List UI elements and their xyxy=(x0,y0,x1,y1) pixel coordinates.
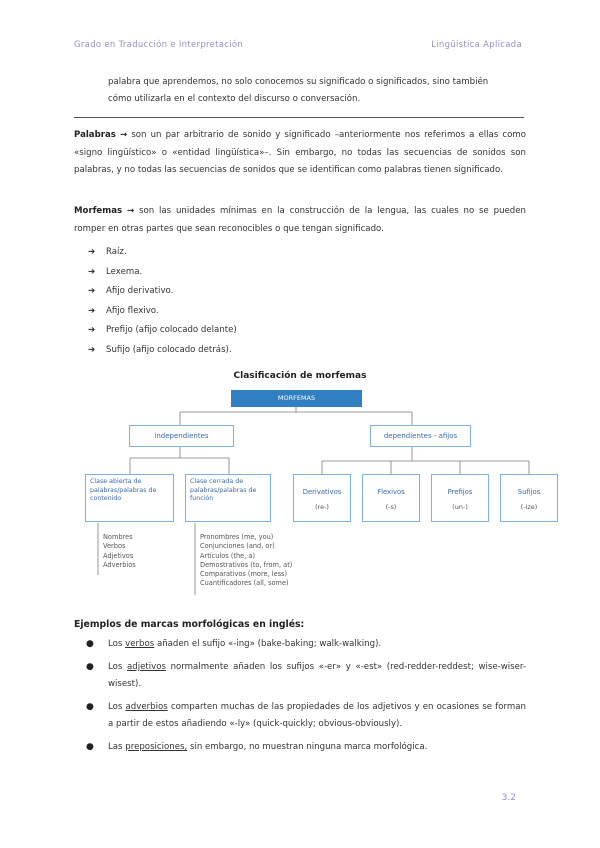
affix-label: Derivativos xyxy=(302,488,342,496)
palabras-text: son un par arbitrario de sonido y significado –anteriormente nos referimos a ellas como «signo lingüístico» o «entidad lingüística»–. Sin embargo, no todas las secuencias de sonidos son palabras, y no todas las secuencias de sonidos que se identifican como palabras tienen significado. xyxy=(74,130,526,175)
independientes-node: independientes xyxy=(129,425,234,447)
list-item xyxy=(86,739,526,756)
text-span: comparten muchas de las propiedades de los adjetivos y en ocasiones se forman a partir de estos añadiendo «-ly» (quick-quickly; obvious-obviously). xyxy=(108,702,526,729)
text-span: añaden el sufijo «-ing» (bake-baking; walk-walking). xyxy=(154,639,382,649)
text-span: Los xyxy=(108,662,127,672)
list-item: Conjunciones (and, or) xyxy=(200,542,275,551)
underlined-term: verbos xyxy=(125,639,155,649)
text-span: sin embargo, no muestran ninguna marca morfológica. xyxy=(187,742,428,752)
arrow-icon: ➔ xyxy=(88,247,96,257)
ejemplos-title: Ejemplos de marcas morfológicas en inglés: xyxy=(74,619,305,630)
text-span: Los xyxy=(108,702,126,712)
list-item: Nombres xyxy=(103,533,133,541)
bullet-icon: ● xyxy=(86,662,94,672)
dependientes-node: dependientes - afijos xyxy=(370,425,471,447)
arrow-icon: ➔ xyxy=(88,344,96,355)
text-span: Los xyxy=(108,639,126,649)
page-number: 3.2 xyxy=(501,793,516,803)
underlined-term: preposiciones, xyxy=(125,742,188,752)
list-item: Adjetivos xyxy=(103,551,134,560)
underlined-term: adverbios xyxy=(125,702,168,712)
clase-abierta-node: Clase abierta de palabras/palabras de contenido xyxy=(85,474,174,522)
bullet-icon: ● xyxy=(86,639,94,649)
closed-class-list xyxy=(200,533,292,589)
underlined-term: adjetivos xyxy=(127,662,166,672)
list-item: Comparativos (more, less) xyxy=(200,570,288,579)
header-subject: Lingüística Aplicada xyxy=(431,40,522,50)
derivativos-node xyxy=(293,474,351,522)
morfemas-text: son las unidades mínimas en la construcción de la lengua, las cuales no se pueden romper en otras partes que sean reconocibles o que tengan significado. xyxy=(74,206,526,234)
bullet-icon: ● xyxy=(86,702,94,712)
sufijos-node xyxy=(500,474,558,522)
list-item: Verbos xyxy=(103,542,126,551)
list-item xyxy=(86,699,526,733)
arrow-icon: ➔ xyxy=(88,325,96,335)
list-item: Pronombres (me, you) xyxy=(200,533,274,541)
prefijos-node xyxy=(431,474,489,522)
list-item-text: Afijo flexivo. xyxy=(106,305,159,316)
clase-cerrada-node: Clase cerrada de palabras/palabras de función xyxy=(185,474,271,522)
list-item: Artículos (the, a) xyxy=(200,551,256,560)
intro-line: palabra que aprendemos, no solo conocemos su significado o significados, sino también xyxy=(108,77,489,87)
root-morfemas-node: MORFEMAS xyxy=(231,390,362,407)
text-span: Las xyxy=(108,742,126,752)
text-span: normalmente añaden los sufijos «-er» y «-est» (red-redder-reddest; wise-wiser-wisest). xyxy=(108,662,526,689)
list-item-text: Raíz. xyxy=(106,247,127,257)
palabras-term: Palabras xyxy=(74,130,116,140)
list-item-text: Prefijo (afijo colocado delante) xyxy=(106,325,237,335)
diagram-title: Clasificación de morfemas xyxy=(233,371,367,381)
affix-example: (un-) xyxy=(452,503,468,511)
ejemplos-list xyxy=(86,636,526,762)
arrow-icon: ➔ xyxy=(88,286,96,296)
affix-example: (re-) xyxy=(315,503,329,511)
morfemas-term: Morfemas xyxy=(74,206,123,216)
list-item-text: Sufijo (afijo colocado detrás). xyxy=(106,344,232,355)
affix-example: (-s) xyxy=(385,503,397,511)
flexivos-node xyxy=(362,474,420,522)
affix-label: Prefijos xyxy=(447,488,473,496)
intro-line: cómo utilizarla en el contexto del discurso o conversación. xyxy=(108,94,361,104)
affix-example: (-ize) xyxy=(520,503,538,511)
open-class-list xyxy=(103,533,136,570)
list-item: Cuantificadores (all, some) xyxy=(200,579,289,588)
right-arrow-icon: → xyxy=(120,130,128,140)
arrow-icon: ➔ xyxy=(88,305,96,316)
list-item xyxy=(86,636,526,653)
list-item-text: Lexema. xyxy=(106,266,143,277)
list-item-text: Afijo derivativo. xyxy=(106,286,174,296)
right-arrow-icon: → xyxy=(126,206,135,216)
affix-label: Flexivos xyxy=(377,488,405,496)
bullet-icon: ● xyxy=(86,742,94,752)
affix-label: Sufijos xyxy=(517,488,541,496)
list-item: Demostrativos (to, from, at) xyxy=(200,560,293,569)
header-course: Grado en Traducción e Interpretación xyxy=(74,40,244,50)
arrow-icon: ➔ xyxy=(88,266,96,277)
list-item xyxy=(86,659,526,693)
list-item: Adverbios xyxy=(103,560,136,569)
